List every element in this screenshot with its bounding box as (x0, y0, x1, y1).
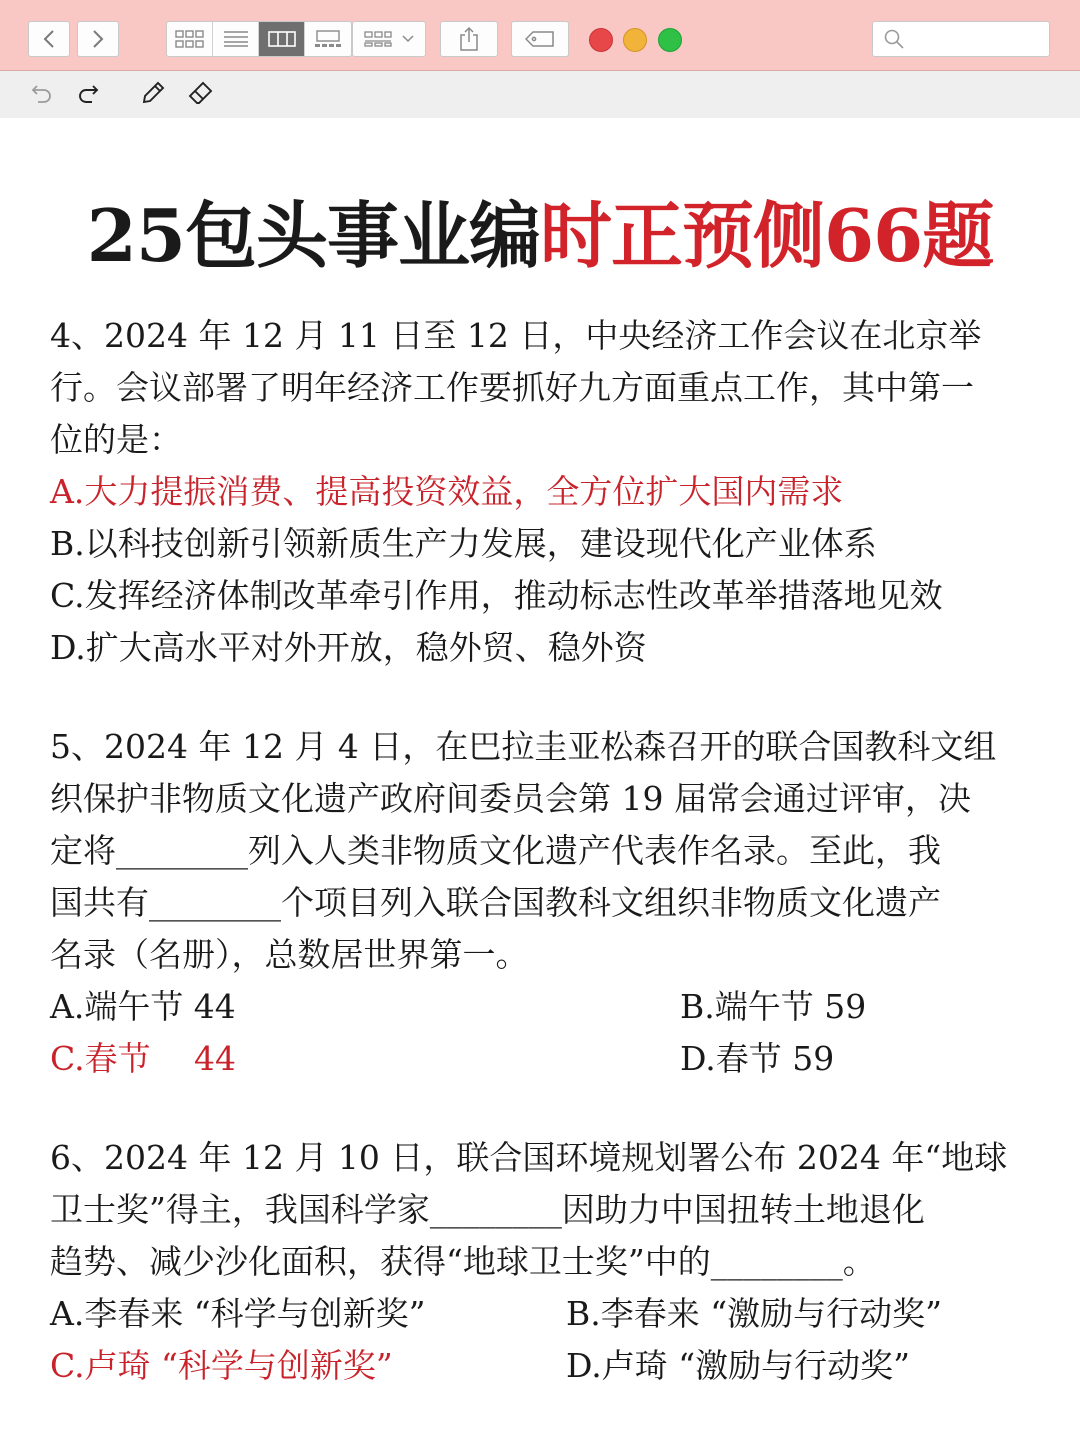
q6-option-d: D.卢琦 “激励与行动奖” (566, 1346, 911, 1385)
q6-stem-line: 卫士奖”得主，我国科学家________因助力中国扭转土地退化 (50, 1190, 925, 1229)
q4-stem-line: 位的是： (50, 420, 182, 459)
q6-option-a: A.李春来 “科学与创新奖” (50, 1294, 426, 1333)
icon-view-button[interactable] (167, 22, 213, 56)
eraser-icon[interactable] (188, 80, 214, 106)
title-black: 25包头事业编 (86, 193, 540, 278)
q5-option-a: A.端午节 44 (50, 987, 236, 1026)
group-grid-icon (364, 31, 392, 47)
q4-stem-line: 4、2024 年 12 月 11 日至 12 日，中央经济工作会议在北京举 (50, 316, 982, 355)
search-icon (883, 28, 905, 50)
search-input[interactable] (872, 21, 1050, 57)
list-view-button[interactable] (213, 22, 259, 56)
gallery-icon (314, 30, 342, 48)
page-title (0, 178, 1080, 282)
columns-icon (268, 31, 296, 47)
close-window-button[interactable] (589, 28, 613, 52)
q5-stem-line: 5、2024 年 12 月 4 日，在巴拉圭亚松森召开的联合国教科文组 (50, 727, 997, 766)
redo-icon[interactable] (76, 82, 100, 104)
q5-stem-line: 织保护非物质文化遗产政府间委员会第 19 届常会通过评审，决 (50, 779, 971, 818)
tag-button[interactable] (511, 21, 569, 57)
chevron-left-icon (42, 29, 56, 49)
undo-icon[interactable] (30, 82, 54, 104)
window-toolbar (0, 0, 1080, 71)
chevron-right-icon (91, 29, 105, 49)
share-icon (458, 26, 480, 52)
tag-icon (525, 31, 555, 47)
q4-option-c: C.发挥经济体制改革牵引作用，推动标志性改革举措落地见效 (50, 576, 943, 615)
q5-stem-line: 定将________列入人类非物质文化遗产代表作名录。至此，我 (50, 831, 941, 870)
column-view-button[interactable] (259, 22, 305, 56)
q6-option-b: B.李春来 “激励与行动奖” (566, 1294, 942, 1333)
group-by-dropdown[interactable] (352, 21, 426, 57)
q6-stem-line: 趋势、减少沙化面积，获得“地球卫士奖”中的________。 (50, 1242, 876, 1281)
q5-option-d: D.春节 59 (680, 1039, 835, 1078)
edit-toolbar (0, 71, 1080, 118)
title-red: 时正预侧66题 (540, 193, 994, 278)
chevron-down-icon (402, 35, 414, 43)
minimize-window-button[interactable] (623, 28, 647, 52)
q5-stem-line: 名录（名册），总数居世界第一。 (50, 935, 529, 974)
q5-option-b: B.端午节 59 (680, 987, 867, 1026)
share-button[interactable] (440, 21, 498, 57)
q6-stem-line: 6、2024 年 12 月 10 日，联合国环境规划署公布 2024 年“地球 (50, 1138, 1008, 1177)
q5-stem-line: 国共有________个项目列入联合国教科文组织非物质文化遗产 (50, 883, 941, 922)
forward-button[interactable] (77, 21, 119, 57)
q5-option-c: C.春节 44 (50, 1039, 237, 1078)
q4-option-d: D.扩大高水平对外开放，稳外贸、稳外资 (50, 628, 647, 667)
gallery-view-button[interactable] (305, 22, 351, 56)
view-mode-segment (166, 21, 352, 57)
back-button[interactable] (28, 21, 70, 57)
list-icon (223, 30, 249, 48)
pencil-icon[interactable] (140, 80, 166, 106)
q4-option-a: A.大力提振消费、提高投资效益，全方位扩大国内需求 (50, 472, 844, 511)
q6-option-c: C.卢琦 “科学与创新奖” (50, 1346, 393, 1385)
zoom-window-button[interactable] (658, 28, 682, 52)
q4-stem-line: 行。会议部署了明年经济工作要抓好九方面重点工作，其中第一 (50, 368, 974, 407)
q4-option-b: B.以科技创新引领新质生产力发展，建设现代化产业体系 (50, 524, 877, 563)
grid-icon (175, 30, 205, 48)
